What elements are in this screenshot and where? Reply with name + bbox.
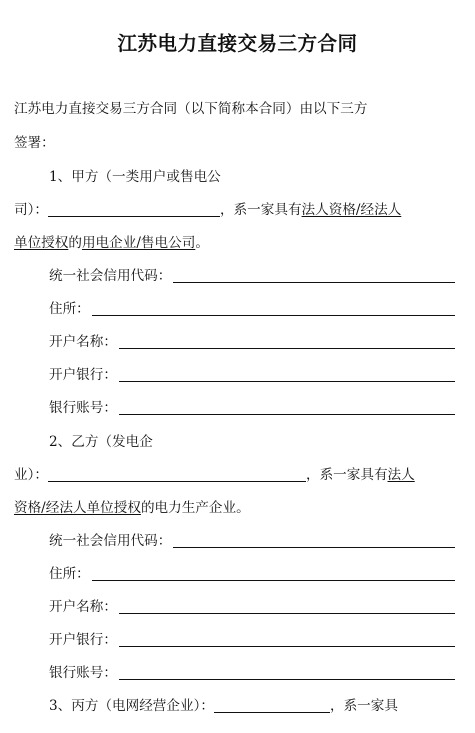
party-b-credit-code-blank[interactable] bbox=[173, 531, 455, 548]
field-label: 开户名称： bbox=[49, 334, 117, 350]
field-label: 银行账号： bbox=[49, 665, 117, 681]
party-b-heading: 2、乙方（发电企 bbox=[49, 434, 153, 450]
party-a-account-number-row bbox=[49, 396, 455, 420]
party-b-prefix: 业）： bbox=[14, 467, 48, 483]
party-a-address-blank[interactable] bbox=[92, 299, 455, 316]
field-label: 银行账号： bbox=[49, 400, 117, 416]
intro-line-2: 签署： bbox=[14, 135, 55, 151]
field-label: 统一社会信用代码： bbox=[49, 533, 172, 549]
party-a-enterprise-type: 用电企业/售电公司 bbox=[81, 235, 196, 251]
party-a-bank-row bbox=[49, 363, 455, 387]
party-a-account-name-blank[interactable] bbox=[119, 332, 455, 349]
party-a-name-blank[interactable] bbox=[48, 200, 220, 217]
party-b-credit-code-row bbox=[49, 529, 455, 553]
field-label: 开户银行： bbox=[49, 632, 117, 648]
party-b-authorization: 资格/经法人单位授权 bbox=[14, 500, 141, 516]
party-c-line bbox=[49, 694, 461, 718]
party-b-enterprise-type: 的电力生产企业。 bbox=[140, 500, 250, 516]
party-b-mid-text: ，系一家具有 bbox=[305, 467, 388, 483]
party-c-mid-text: ，系一家具 bbox=[329, 698, 398, 714]
party-a-account-number-blank[interactable] bbox=[119, 398, 455, 415]
party-a-credit-code-row bbox=[49, 264, 455, 288]
party-a-period: 。 bbox=[195, 235, 209, 251]
party-a-authorization: 单位授权 bbox=[14, 235, 69, 251]
party-b-bank-row bbox=[49, 628, 455, 652]
party-a-prefix: 司）： bbox=[14, 202, 48, 218]
party-b-account-name-blank[interactable] bbox=[119, 597, 455, 614]
intro-line-1: 江苏电力直接交易三方合同（以下简称本合同）由以下三方 bbox=[14, 101, 368, 117]
party-b-name-line bbox=[14, 463, 461, 487]
party-b-account-number-row bbox=[49, 661, 455, 685]
party-a-type-line bbox=[14, 231, 461, 255]
field-label: 住所： bbox=[49, 301, 90, 317]
party-b-type-line bbox=[14, 496, 461, 520]
party-b-address-blank[interactable] bbox=[92, 564, 455, 581]
party-a-address-row bbox=[49, 297, 455, 321]
field-label: 住所： bbox=[49, 566, 90, 582]
party-a-heading: 1、甲方（一类用户或售电公 bbox=[49, 169, 221, 185]
party-a-account-name-row bbox=[49, 330, 455, 354]
party-a-de: 的 bbox=[68, 235, 82, 251]
party-c-name-blank[interactable] bbox=[214, 696, 330, 713]
party-b-name-blank[interactable] bbox=[48, 465, 306, 482]
party-a-qualification: 法人资格/经法人 bbox=[301, 202, 402, 218]
party-a-bank-blank[interactable] bbox=[119, 365, 455, 382]
party-b-bank-blank[interactable] bbox=[119, 630, 455, 647]
party-c-heading: 3、丙方（电网经营企业）： bbox=[49, 698, 214, 714]
party-a-mid-text: ，系一家具有 bbox=[219, 202, 302, 218]
party-b-qualification: 法人 bbox=[387, 467, 415, 483]
party-b-address-row bbox=[49, 562, 455, 586]
field-label: 统一社会信用代码： bbox=[49, 268, 172, 284]
document-title: 江苏电力直接交易三方合同 bbox=[117, 32, 358, 55]
field-label: 开户银行： bbox=[49, 367, 117, 383]
party-a-name-line bbox=[14, 198, 461, 222]
field-label: 开户名称： bbox=[49, 599, 117, 615]
party-b-account-number-blank[interactable] bbox=[119, 663, 455, 680]
party-b-account-name-row bbox=[49, 595, 455, 619]
party-a-credit-code-blank[interactable] bbox=[173, 266, 455, 283]
